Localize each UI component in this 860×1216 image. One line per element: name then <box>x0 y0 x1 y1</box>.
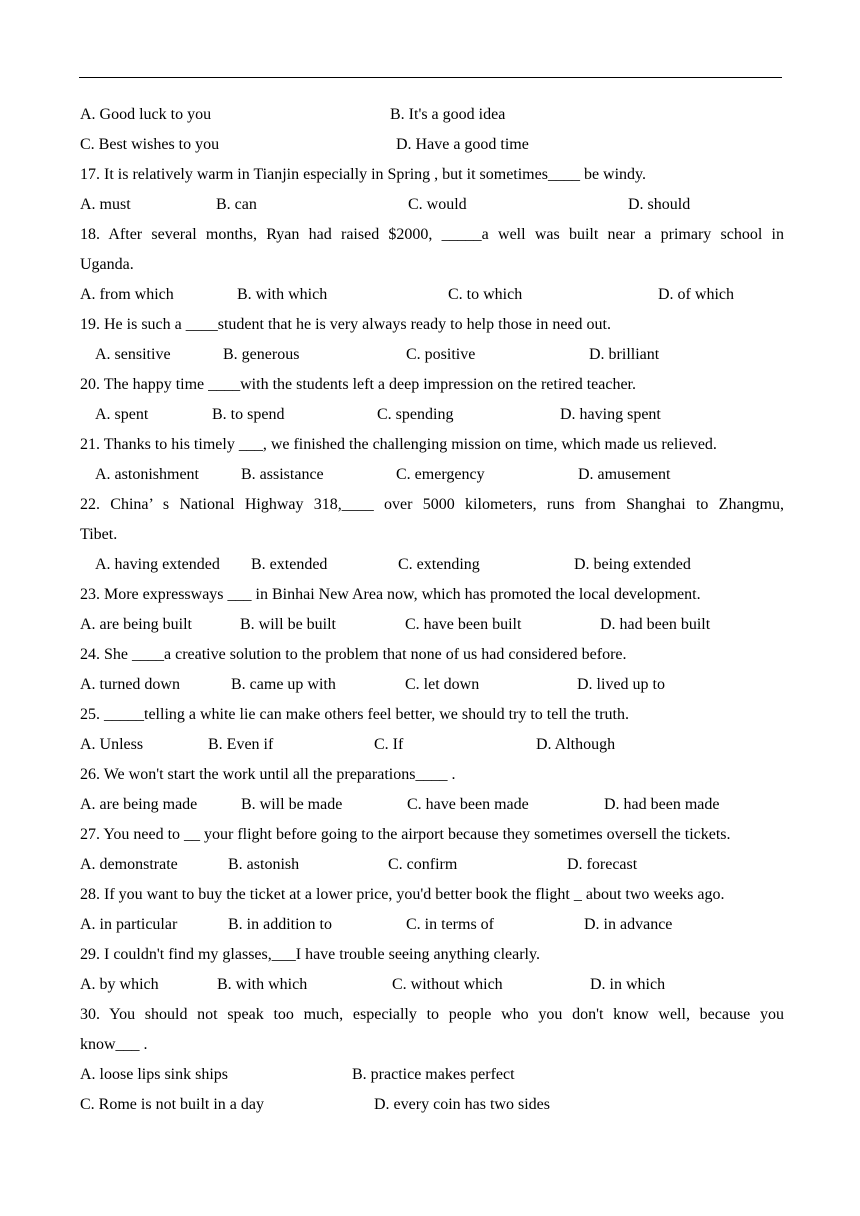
option-d: D. lived up to <box>577 676 665 693</box>
option-a: A. must <box>80 196 131 213</box>
option-c: C. have been built <box>405 616 522 633</box>
option-b: B. astonish <box>228 856 300 873</box>
question-29-options <box>80 975 784 995</box>
option-a: A. from which <box>80 286 174 303</box>
option-b: B. will be made <box>241 796 343 813</box>
option-b: B. practice makes perfect <box>352 1066 515 1083</box>
option-a: A. spent <box>95 406 149 423</box>
question-18-cont: Uganda. <box>80 256 134 273</box>
q16-options-row-1 <box>80 105 784 125</box>
question-30-cont: know___ . <box>80 1036 148 1053</box>
option-d: D. in advance <box>584 916 673 933</box>
option-c: C. would <box>408 196 467 213</box>
option-a: A. are being built <box>80 616 192 633</box>
option-d: D. had been made <box>604 796 720 813</box>
question-30-options-row-1 <box>80 1065 784 1085</box>
option-a: A. Good luck to you <box>80 106 212 123</box>
option-a: A. loose lips sink ships <box>80 1066 229 1083</box>
option-d: D. being extended <box>574 556 691 573</box>
question-19-options <box>80 345 784 365</box>
question-24: 24. She ____a creative solution to the problem that none of us had considered before. <box>80 646 627 663</box>
option-a: A. sensitive <box>95 346 171 363</box>
question-18: 18. After several months, Ryan had raised $2000, _____a well was built near a primary school in <box>80 226 784 243</box>
option-c: C. spending <box>377 406 454 423</box>
option-d: D. should <box>628 196 691 213</box>
option-d: D. Have a good time <box>396 136 529 153</box>
question-26-options <box>80 795 784 815</box>
option-b: B. came up with <box>231 676 336 693</box>
option-a: A. turned down <box>80 676 180 693</box>
question-29: 29. I couldn't find my glasses,___I have trouble seeing anything clearly. <box>80 946 540 963</box>
option-c: C. let down <box>405 676 480 693</box>
question-27: 27. You need to __ your flight before going to the airport because they sometimes oversell the tickets. <box>80 826 731 843</box>
option-b: B. It's a good idea <box>390 106 506 123</box>
header-rule <box>79 77 782 78</box>
option-d: D. Although <box>536 736 616 753</box>
question-27-options <box>80 855 784 875</box>
option-c: C. in terms of <box>406 916 494 933</box>
option-a: A. having extended <box>95 556 220 573</box>
option-d: D. every coin has two sides <box>374 1096 550 1113</box>
option-b: B. with which <box>237 286 328 303</box>
question-28: 28. If you want to buy the ticket at a lower price, you'd better book the flight _ about two weeks ago. <box>80 886 725 903</box>
option-b: B. Even if <box>208 736 274 753</box>
option-b: B. assistance <box>241 466 324 483</box>
question-28-options <box>80 915 784 935</box>
question-22-options <box>80 555 784 575</box>
option-a: A. demonstrate <box>80 856 178 873</box>
option-d: D. brilliant <box>589 346 660 363</box>
question-22-cont: Tibet. <box>80 526 118 543</box>
option-c: C. have been made <box>407 796 529 813</box>
question-17-options <box>80 195 784 215</box>
question-18-options <box>80 285 784 305</box>
option-a: A. Unless <box>80 736 144 753</box>
option-b: B. generous <box>223 346 300 363</box>
question-22: 22. China’ s National Highway 318,____ over 5000 kilometers, runs from Shanghai to Zhangmu, <box>80 496 784 513</box>
option-c: C. without which <box>392 976 503 993</box>
option-c: C. emergency <box>396 466 485 483</box>
option-a: A. are being made <box>80 796 198 813</box>
question-20-options <box>80 405 784 425</box>
option-b: B. with which <box>217 976 308 993</box>
option-a: A. astonishment <box>95 466 199 483</box>
option-d: D. had been built <box>600 616 711 633</box>
question-30-options-row-2 <box>80 1095 784 1115</box>
option-b: B. to spend <box>212 406 285 423</box>
option-c: C. extending <box>398 556 480 573</box>
option-c: C. positive <box>406 346 476 363</box>
question-24-options <box>80 675 784 695</box>
option-b: B. can <box>216 196 257 213</box>
question-20: 20. The happy time ____with the students left a deep impression on the retired teacher. <box>80 376 636 393</box>
option-d: D. having spent <box>560 406 661 423</box>
question-17: 17. It is relatively warm in Tianjin especially in Spring , but it sometimes____ be windy. <box>80 166 647 183</box>
question-19: 19. He is such a ____student that he is very always ready to help those in need out. <box>80 316 611 333</box>
option-d: D. forecast <box>567 856 638 873</box>
question-26: 26. We won't start the work until all the preparations____ . <box>80 766 456 783</box>
option-c: C. to which <box>448 286 523 303</box>
q16-options-row-2 <box>80 135 784 155</box>
question-30: 30. You should not speak too much, especially to people who you don't know well, because you <box>80 1006 784 1023</box>
question-25: 25. _____telling a white lie can make others feel better, we should try to tell the truth. <box>80 706 629 723</box>
option-b: B. extended <box>251 556 328 573</box>
option-a: A. by which <box>80 976 159 993</box>
question-23-options <box>80 615 784 635</box>
question-23: 23. More expressways ___ in Binhai New Area now, which has promoted the local development. <box>80 586 701 603</box>
question-21: 21. Thanks to his timely ___, we finished the challenging mission on time, which made us relieved. <box>80 436 717 453</box>
option-d: D. amusement <box>578 466 671 483</box>
option-b: B. in addition to <box>228 916 332 933</box>
option-a: A. in particular <box>80 916 178 933</box>
question-25-options <box>80 735 784 755</box>
question-21-options <box>80 465 784 485</box>
option-c: C. confirm <box>388 856 458 873</box>
option-d: D. in which <box>590 976 666 993</box>
option-c: C. Best wishes to you <box>80 136 220 153</box>
option-b: B. will be built <box>240 616 336 633</box>
option-d: D. of which <box>658 286 734 303</box>
option-c: C. If <box>374 736 404 753</box>
option-c: C. Rome is not built in a day <box>80 1096 264 1113</box>
